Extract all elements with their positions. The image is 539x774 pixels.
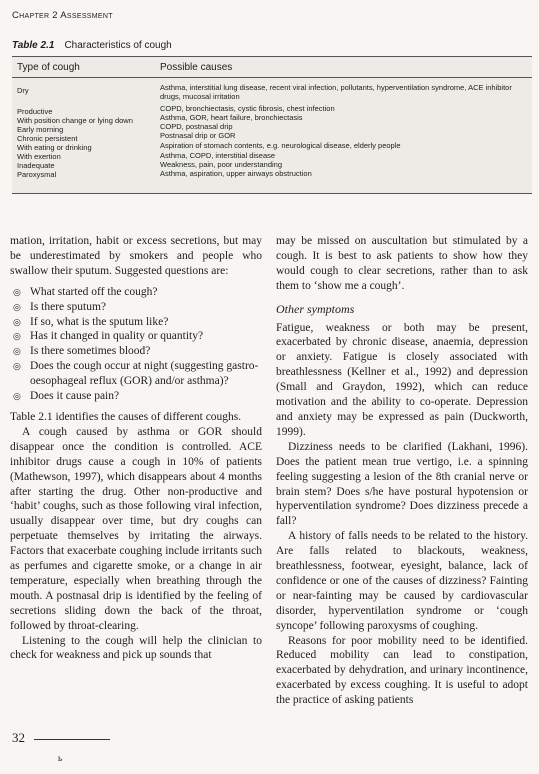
- list-item: ◎ Does it cause pain?: [13, 390, 120, 403]
- bullet-icon: ◎: [13, 361, 21, 372]
- paragraph: mation, irritation, habit or excess secretions, but may be underestimated by smokers and people who swallow their sputum. Suggested questions are:: [10, 235, 262, 277]
- row-causes: COPD, bronchiectasis, cystic fibrosis, chest infection: [160, 104, 335, 113]
- paragraph: may be missed on auscultation but stimulated by a cough. It is best to ask patients to show how they would cough to clear secretions, rather than to ask them to ‘show me a cough’.: [276, 235, 528, 292]
- paragraph: Fatigue, weakness or both may be present, exacerbated by chronic disease, anaemia, depression or anxiety. Fatigue is closely associated with breathlessness (Kellner et al., 1992) and depression (Small and Graydon, 1992), which can reduce motivation and the ability to co-operate. Depression and anxiety may be expressed as pain (Duckworth, 1999).: [276, 321, 528, 438]
- list-item: ◎ Has it changed in quality or quantity?: [13, 330, 204, 343]
- bullet-icon: ◎: [13, 331, 21, 342]
- bullet-icon: ◎: [13, 316, 21, 327]
- row-causes: Asthma, interstitial lung disease, recent viral infection, pollutants, hyperventilation syndrome, ACE inhibitor drugs, mucosal irritation: [160, 83, 512, 101]
- question-list: [10, 285, 262, 404]
- paragraph: Table 2.1 identifies the causes of different coughs.: [10, 410, 242, 423]
- footer-rule: [34, 739, 110, 740]
- table-caption: [12, 40, 172, 51]
- list-item: ◎ Is there sputum?: [13, 300, 107, 313]
- row-type: With exertion: [17, 152, 61, 161]
- paragraph: A cough caused by asthma or GOR should disappear once the condition is controlled. ACE inhibitor drugs cause a cough in 10% of patients (Mathewson, 1997), which disappears about 4 months after starting the drug. Other non-productive and ‘habit’ coughs, such as those following viral infection, usually disappear over time, but dry coughs can perpetuate themselves by irritating the airways. Factors that exacerbate coughing include irritants such as perfumes and cigarette smoke, or a change in air temperature, especially when breathing through the mouth. A postnasal drip is identified by the feeling of secretions sliding down the back of the throat, followed by throat-clearing.: [10, 425, 262, 632]
- cough-table: [12, 56, 532, 194]
- column-header-type: Type of cough: [17, 62, 80, 73]
- bullet-icon: ◎: [13, 301, 21, 312]
- list-item: ◎ Is there sometimes blood?: [13, 345, 151, 358]
- page-number: 32: [12, 730, 25, 745]
- list-item: ◎ Does the cough occur at night (suggesting gastro-oesophageal reflux (GOR) and/or asthma)?: [13, 360, 259, 388]
- section-heading: Other symptoms: [276, 301, 355, 316]
- chapter-header: Chapter 2 Assessment: [12, 10, 113, 21]
- paragraph: Reasons for poor mobility need to be identified. Reduced mobility can lead to constipation, exacerbated by dehydration, and urinary incontinence, exacerbated by excess coughing. It is useful to adopt the practice of asking patients: [276, 634, 528, 707]
- column-header-causes: Possible causes: [160, 62, 233, 73]
- row-type: Productive: [17, 107, 53, 116]
- row-causes: Asthma, GOR, heart failure, bronchiectasis: [160, 113, 303, 122]
- row-causes: Asthma, aspiration, upper airways obstruction: [160, 169, 312, 178]
- row-type: With eating or drinking: [17, 143, 92, 152]
- row-causes: COPD, postnasal drip: [160, 122, 233, 131]
- right-column: [276, 234, 528, 708]
- row-type: Early morning: [17, 125, 64, 134]
- row-causes: Weakness, pain, poor understanding: [160, 160, 283, 169]
- row-causes: Postnasal drip or GOR: [160, 131, 236, 140]
- list-item: ◎ If so, what is the sputum like?: [13, 315, 169, 328]
- stray-mark: ь: [58, 753, 63, 763]
- bullet-icon: ◎: [13, 286, 21, 297]
- row-type: Dry: [17, 86, 29, 95]
- row-type: Chronic persistent: [17, 134, 78, 143]
- row-causes: Aspiration of stomach contents, e.g. neurological disease, elderly people: [160, 141, 401, 150]
- left-column: [10, 234, 262, 663]
- table-header-row: [12, 57, 532, 78]
- table-label: Table 2.1: [12, 40, 55, 51]
- bullet-icon: ◎: [13, 346, 21, 357]
- paragraph: Listening to the cough will help the clinician to check for weakness and pick up sounds that: [10, 634, 262, 662]
- row-type: Inadequate: [17, 161, 55, 170]
- list-item: ◎ What started off the cough?: [13, 285, 158, 298]
- row-type: With position change or lying down: [17, 116, 133, 125]
- row-causes: Asthma, COPD, interstitial disease: [160, 151, 276, 160]
- table-title: Characteristics of cough: [64, 40, 172, 51]
- bullet-icon: ◎: [13, 391, 21, 402]
- paragraph: A history of falls needs to be related to the history. Are falls related to blackouts, weakness, breathlessness, footwear, eyesight, balance, lack of confidence or one of the causes of dizziness? Fainting or near-fainting may be caused by cardiovascular disorder, hyperventilation syndrome or ‘cough syncope’ following paroxysms of coughing.: [276, 530, 528, 632]
- row-type: Paroxysmal: [17, 170, 57, 179]
- paragraph: Dizziness needs to be clarified (Lakhani, 1996). Does the patient mean true vertigo, i.e. a spinning feeling suggesting a lesion of the 8th cranial nerve or brain stem? Does s/he have postural hypotension or hyperventilation syndrome? Does dizziness precede a fall?: [276, 440, 528, 528]
